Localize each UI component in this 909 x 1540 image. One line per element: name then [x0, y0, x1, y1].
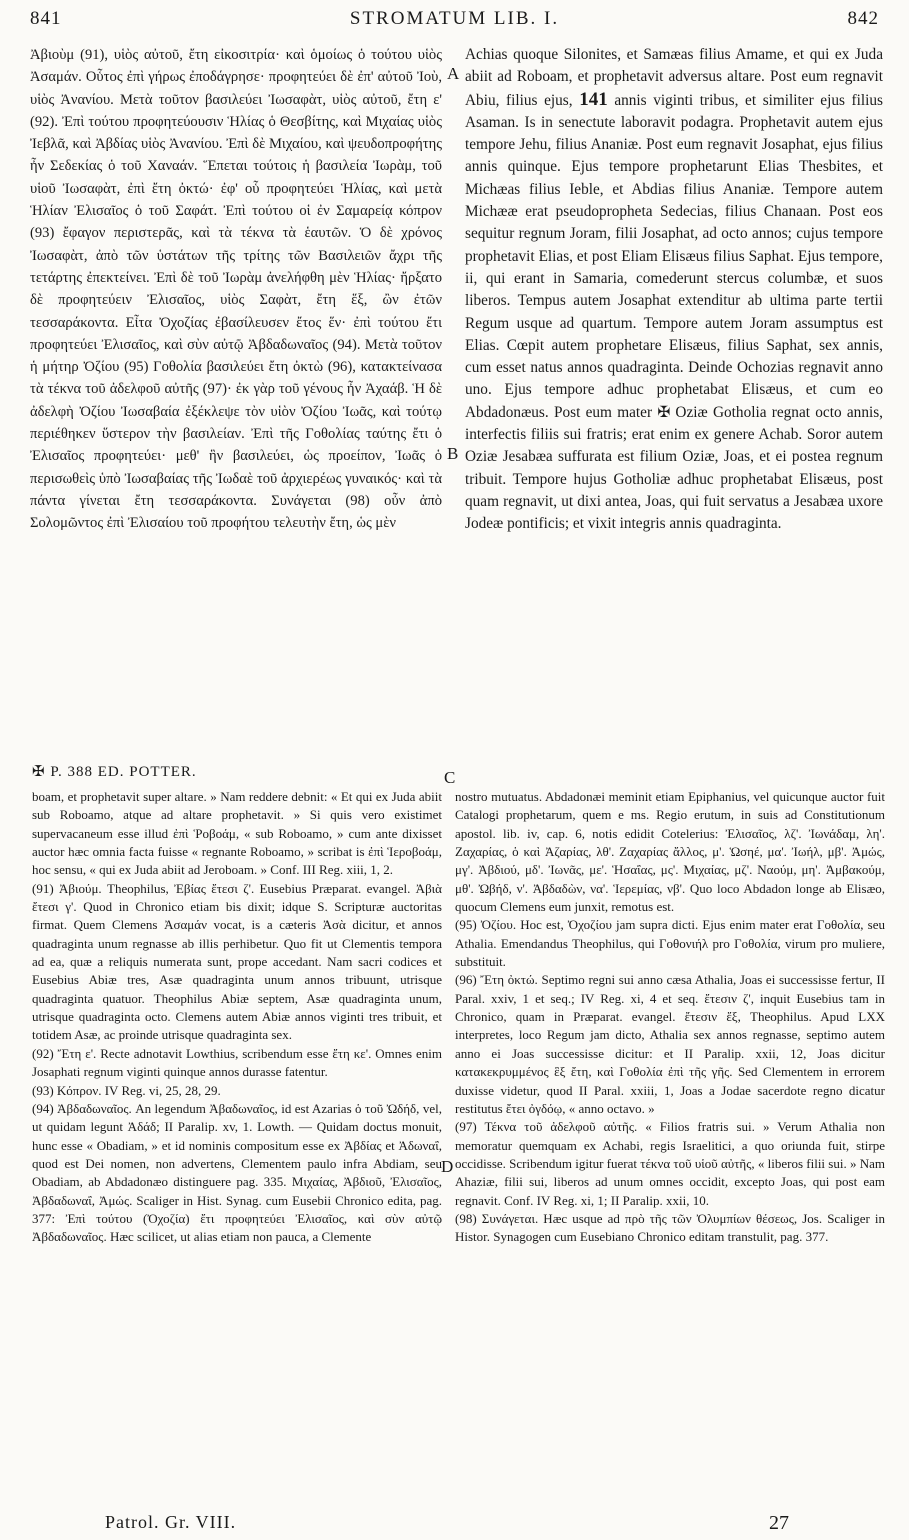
note: (93) Κόπρον. IV Reg. vi, 25, 28, 29. — [32, 1082, 221, 1098]
note: (94) Ἀβδαδωναῖος. An legendum Ἀβαδωναῖος, id est Azarias ὁ τοῦ Ὠδήδ, vel, ut quidam legunt Ἀδάδ; II Paralip. xv, 1. Lowth. — Quidam doctus monuit, hunc esse « Obadiam, » et id nominis compositum esse ex Ἀβδίας et Ἀδωναΐ, quod est Dei nomen, non advertens, Clementem paulo infra Abdiam, seu Obadiam, ab Abdadonæo distinguere pag. 335. Μιχαίας, Ἀβδιοῦ, Ἐλισαῖος, Ἀβδαδωναΐ, Ἀμώς. Scaliger in Hist. Synag. cum Eusebii Chronico edita, pag. 377: Ἐπὶ τούτου (Ὀχοζία) ἔτι προφητεύει Ἐλισαῖος, καὶ σὺν αὐτῷ Ἀβδαδωναῖος. Hæc scilicet, ut alias etiam non pauca, a Clemente — [32, 1100, 442, 1245]
greek-text: Ἀβιοὺμ (91), υἱὸς αὐτοῦ, ἔτη εἰκοσιτρία· καὶ ὁμοίως ὁ τούτου υἱὸς Ἀσαμάν. Οὗτος ἐπὶ γήρως ἐποδάγρησε· προφητεύει δὲ ἐπ' αὐτοῦ Ἰοὺ, υἱὸς Ἀνανίου. Μετὰ τοῦτον βασιλεύει Ἰωσαφὰτ, υἱὸς αὐτοῦ, ἔτη ε' (92). Ἐπὶ τούτου προφητεύουσιν Ἡλίας ὁ Θεσβίτης, καὶ Μιχαίας υἱὸς Ἰεβλᾶ, καὶ Ἀβδίας υἱὸς Ἀνανίου. Ἐπὶ δὲ Μιχαίου, καὶ ψευδοπροφήτης ἦν Σεδεκίας ὁ τοῦ Χαναάν. Ἕπεται τούτοις ἡ βασιλεία Ἰωρὰμ, τοῦ υἱοῦ Ἰωσαφὰτ, ἐπὶ ἔτη ὀκτώ· ἐφ' οὗ προφητεύει Ἡλίας, καὶ μετὰ Ἡλίαν Ἐλισαῖος ὁ τοῦ Σαφάτ. Ἐπὶ τούτου οἱ ἐν Σαμαρείᾳ κόπρον (93) ἔφαγον περιστερᾶς, καὶ τὰ τέκνα τὰ ἑαυτῶν. Ὁ δὲ χρόνος Ἰωσαφὰτ, ἀπὸ τῶν ὑστάτων τῆς τρίτης τῶν Βασιλειῶν ἄχρι τῆς τετάρτης ἐπεκτείνει. Ἐπὶ δὲ τοῦ Ἰωρὰμ ἀνελήφθη μὲν Ἡλίας· ἤρξατο δὲ προφητεύειν Ἐλισαῖος, υἱὸς Σαφὰτ, ἔτη ἕξ, ὢν ἐτῶν τεσσαράκοντα. Εἶτα Ὀχοζίας ἐβασίλευσεν ἔτος ἕν· ἐπὶ τούτου ἔτι προφητεύει Ἐλισαῖος, καὶ σὺν αὐτῷ Ἀβδαδωναῖος (94). Μετὰ τοῦτον ἡ μήτηρ Ὀζίου (95) Γοθολία βασιλεύει ἔτη ὀκτὼ (96), κατακτείνασα τὰ τέκνα τοῦ ἀδελφοῦ αὐτῆς (97)· ἐκ γὰρ τοῦ γένους ἦν Ἀχαάβ. Ἡ δὲ ἀδελφὴ Ὀζίου Ἰωσαβαία ἐξέκλεψε τὸν υἱὸν Ὀζίου Ἰωᾶς, καὶ τούτῳ περιέθηκεν ὕστερον τὴν βασιλείαν. Ἐπὶ τῆς Γοθολίας ταύτης ἔτι ὁ Ἐλισαῖος προφητεύει· μεθ' ἣν βασιλεύει, ὡς προείπον, Ἰωᾶς ὁ περισωθεὶς ὑπὸ Ἰωσαβαίας τῆς Ἰωδαὲ τοῦ ἀρχιερέως γυναικός· καὶ τὰ πάντα γίνεται ἔτη τεσσαράκοντα. Συνάγεται (98) οὖν ἀπὸ Σολομῶντος ἐπὶ Ἐλισαίου τοῦ προφήτου τελευτὴν ἔτη, ὡς μὲν — [30, 47, 442, 532]
note: nostro mutuatus. Abdadonæi meminit etiam Epiphanius, vel quicunque auctor fuit Catalogi prophetarum, quem e ms. Regio erutum, in suis ad Constitutionum apostol. lib. iv, cap. 6, notis edidit Cotelerius: Ἐλισαῖος, λζ'. Ἰωνάδαμ, λη'. Ζαχαρίας, ὁ καὶ Ἀζαρίας, λθ'. Ζαχαρίας ἄλλος, μ'. Ὡσηέ, μα'. Ἰωήλ, μβ'. Ἀμώς, μγ'. Ἀβδιού, μδ'. Ἰωνᾶς, με'. Ἡσαΐας, μς'. Μιχαίας, μζ'. Ναούμ, μη'. Ἀμβακούμ, μθ'. Ὠβήδ, ν'. Ἀβδαδὼν, να'. Ἱερεμίας, νβ'. Quo loco Abdadon longe ab Elisæo, quocum Clemens eum junxit, remotus est. — [455, 789, 885, 915]
latin-text — [465, 44, 883, 536]
notes-left-column — [32, 788, 442, 1247]
latin-text-before: Achias quoque Silonites, et Samæas filius Amame, et qui ex Juda abiit ad Roboam, et prophetavit adversus altare. Post eum regnavit Abiu, filius ejus, — [465, 46, 883, 109]
running-title: STROMATUM LIB. I. — [349, 8, 560, 29]
note: (97) Τέκνα τοῦ ἀδελφοῦ αὐτῆς. « Filios fratris sui. » Verum Athalia non memoratur quemquam ex Achabi, regis Israelitici, a quo oriunda fuit, stirpe occidisse. Scribendum igitur fuerat τέκνα τοῦ υἱοῦ αὐτῆς, « liberos filii sui. » Nam Ahaziæ, filii sui, liberos ad unum omnes occidit, excepto Joas, qui post eam regnavit. Conf. IV Reg. xi, 1; II Paralip. xxii, 10. — [455, 1119, 885, 1208]
latin-text-after: annis viginti tribus, et similiter ejus filius Asaman. Is in senectute laboravit podagra. Prophetavit autem ejus tempore Jehu, filius Ananiæ. Post eum regnavit Josaphat, ejus filius annis quinque. Ejus tempore prophetarunt Elias Thesbites, et Michæas filius Ieble, et Abdias filius Ananiæ. Tempore autem Michææ erat pseudopropheta Sedecias, filius Chanaan. Post eos sequitur regnum Joram, filii Josaphat, ad octo annos; cujus tempore prophetavit Elias, et post Eliam Elisæus filius Saphat. Ejus tempore, ii, qui erant in Samaria, comederunt stercus columbæ, et suos liberos. Tempus autem Josaphat extenditur ab ultima parte tertii Regum usque ad quartum. Tempore autem Joram assumptus est Elias. Cœpit autem prophetare Elisæus, filius Saphat, sex annis, cum esset natus annos quadraginta. Deinde Ochozias regnavit anno uno. Ejus tempore adhuc prophetabat Elisæus, et cum eo Abdadonæus. Post eum mater ✠ Oziæ Gotholia regnat octo annis, interfectis filiis sui fratris; erat enim ex genere Achab. Soror autem Oziæ Jesabæa suffurata est filium Oziæ, Joas, et ei postea regnum tribuit. Tempore hujus Gotholiæ adhuc prophetabat Elisæus, post quam regnavit, ut dixi antea, Joas, qui fuit servatus a Jesabæa uxore Jodeæ pontificis; et vixit integris annis quadraginta. — [465, 91, 884, 533]
note: (95) Ὀζίου. Hoc est, Ὀχοζίου jam supra dicti. Ejus enim mater erat Γοθολία, seu Athalia. Emendandus Theophilus, qui Γοθονιήλ pro Γοθολία, virum pro muliere, substituit. — [455, 917, 885, 970]
margin-letter-a: A — [447, 64, 460, 83]
note: (96) Ἔτη ὀκτώ. Septimo regni sui anno cæsa Athalia, Joas ei successisse fertur, II Paral. xxiv, 1 et seq.; IV Reg. xi, 4 et seq. ἔτεσιν ζ', inquit Eusebius tam in Chronico, quam in Præparat. evangel. ἔτεσιν ἕξ, Theophilus. Apud LXX interpretes, loco Regum jam dicto, Athalia sex annos regnasse, septimo autem anno ei Joas successisse dicitur: et II Paralip. xxii, 12, Joas dicitur κατακεκρυμμένος ἓξ ἔτη, καὶ Γοθολία ἐπὶ τῆς γῆς. Sed Clementem in errorem duxisse videtur, quod II Paral. xxiii, 1, Joas a Jodae sacerdote regno dicatur restitutus ἔτει ὀγδόῳ, « anno octavo. » — [455, 972, 885, 1116]
note: (92) Ἔτη ε'. Recte adnotavit Lowthius, scribendum esse ἔτη κε'. Omnes enim Josaphati regnum viginti quinque annos durasse fatentur. — [32, 1045, 442, 1080]
page-footer — [105, 1512, 849, 1536]
note: (98) Συνάγεται. Hæc usque ad πρὸ τῆς τῶν Ὀλυμπίων θέσεως, Jos. Scaliger in Histor. Synagogen cum Eusebiano Chronico editam transtulit, pag. 377. — [455, 1210, 885, 1245]
section-marker: 141 — [579, 88, 608, 110]
potter-reference: ✠ P. 388 ED. POTTER. — [32, 764, 197, 780]
margin-letter-c: C — [444, 768, 456, 787]
page-number-left: 841 — [30, 8, 62, 29]
latin-column — [465, 44, 883, 536]
notes-right-column — [455, 788, 885, 1247]
page-number-right: 842 — [847, 8, 879, 29]
greek-column — [30, 44, 442, 535]
margin-letter-b: B — [447, 444, 459, 463]
margin-letter-d: D — [441, 1157, 454, 1176]
series-signature: Patrol. Gr. VIII. — [105, 1512, 237, 1532]
note: (91) Ἀβιούμ. Theophilus, Ἐβίας ἔτεσι ζ'. Eusebius Præparat. evangel. Ἀβιὰ ἔτεσι γ'. Quod in Chronico etiam bis dixit; idque S. Scripturæ auctoritas firmat. Quem Clemens Ἀσαμάν vocat, is a cæteris Ἀσὰ dicitur, et annos quadraginta unum regnasse ab illis perhibetur. Quo fit ut Clementis tempora ad ea, quæ a reliquis numerata sunt, prope accedant. Nam sacri codices et Eusebius Abiæ tres, Asæ quadraginta unum annos tribuunt, utrisque quadraginta quatuor. Theophilus Abiæ septem, Asæ quadraginta unum, utrisque quadraginta octo. Clemens autem Abiæ annos viginti tres tribuit, et totidem Asæ, ac proinde utrisque quadraginta sex. — [32, 880, 442, 1043]
page-header — [30, 8, 879, 38]
sheet-number: 27 — [769, 1512, 789, 1534]
note: boam, et prophetavit super altare. » Nam reddere debnit: « Et qui ex Juda abiit sub Roboamo, atque ad altare prophetavit. » Si quis vero existimet supervacaneum esse illud ἐπὶ Ῥοβοάμ, « sub Roboamo, » cum ante dixisset auctor hæc omnia facta fuisse « regnante Roboamo, » scribat is ἐπὶ Ἱεροβοάμ, hoc sensu, « qui ex Juda abiit ad Jeroboam. » Conf. III Reg. xiii, 1, 2. — [32, 789, 442, 878]
